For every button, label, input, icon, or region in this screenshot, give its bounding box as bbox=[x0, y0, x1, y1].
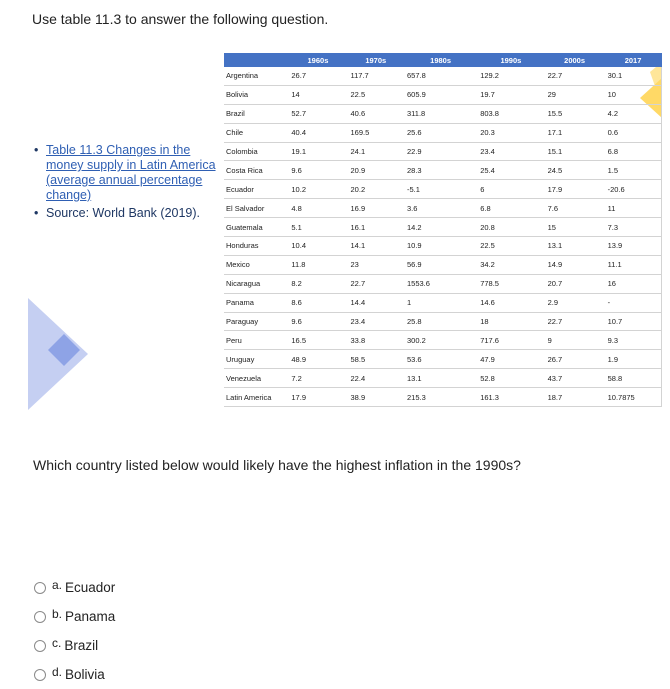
value-cell: 10 bbox=[605, 85, 662, 104]
header-2017: 2017 bbox=[605, 53, 662, 67]
country-cell: Argentina bbox=[224, 67, 288, 85]
table-row bbox=[224, 237, 662, 256]
value-cell: 10.4 bbox=[288, 237, 347, 256]
value-cell: 58.8 bbox=[605, 369, 662, 388]
country-cell: Peru bbox=[224, 331, 288, 350]
value-cell: 8.6 bbox=[288, 293, 347, 312]
value-cell: 52.8 bbox=[477, 369, 544, 388]
table-row bbox=[224, 180, 662, 199]
value-cell: 18 bbox=[477, 312, 544, 331]
value-cell: 52.7 bbox=[288, 104, 347, 123]
value-cell: 5.1 bbox=[288, 218, 347, 237]
value-cell: 33.8 bbox=[348, 331, 404, 350]
value-cell: 23.4 bbox=[477, 142, 544, 161]
table-row bbox=[224, 218, 662, 237]
option-label: Ecuador bbox=[65, 580, 116, 595]
answer-options bbox=[34, 573, 115, 689]
value-cell: 17.1 bbox=[545, 123, 605, 142]
country-cell: Guatemala bbox=[224, 218, 288, 237]
value-cell: 1 bbox=[404, 293, 477, 312]
table-caption-link[interactable]: Table 11.3 Changes in the money supply in Latin America (average annual percentage change) bbox=[46, 143, 216, 202]
table-row bbox=[224, 67, 662, 85]
table-row bbox=[224, 331, 662, 350]
value-cell: 19.7 bbox=[477, 85, 544, 104]
value-cell: 778.5 bbox=[477, 274, 544, 293]
value-cell: 16.5 bbox=[288, 331, 347, 350]
value-cell: 15.1 bbox=[545, 142, 605, 161]
value-cell: 25.8 bbox=[404, 312, 477, 331]
value-cell: 1.5 bbox=[605, 161, 662, 180]
value-cell: 11 bbox=[605, 199, 662, 218]
value-cell: -5.1 bbox=[404, 180, 477, 199]
header-1970s: 1970s bbox=[348, 53, 404, 67]
value-cell: 117.7 bbox=[348, 67, 404, 85]
value-cell: 6 bbox=[477, 180, 544, 199]
value-cell: 14 bbox=[288, 85, 347, 104]
value-cell: 22.4 bbox=[348, 369, 404, 388]
table-row bbox=[224, 312, 662, 331]
value-cell: 25.4 bbox=[477, 161, 544, 180]
value-cell: 14.9 bbox=[545, 255, 605, 274]
value-cell: 19.1 bbox=[288, 142, 347, 161]
option-letter: c. bbox=[52, 635, 62, 650]
value-cell: 161.3 bbox=[477, 388, 544, 407]
value-cell: 4.8 bbox=[288, 199, 347, 218]
option-d[interactable] bbox=[34, 660, 115, 689]
value-cell: 20.3 bbox=[477, 123, 544, 142]
table-row bbox=[224, 350, 662, 369]
value-cell: 7.6 bbox=[545, 199, 605, 218]
value-cell: 169.5 bbox=[348, 123, 404, 142]
option-label: Brazil bbox=[64, 638, 99, 653]
table-caption-bullet bbox=[32, 143, 222, 203]
instruction-text: Use table 11.3 to answer the following question. bbox=[32, 11, 329, 27]
value-cell: 56.9 bbox=[404, 255, 477, 274]
value-cell: 28.3 bbox=[404, 161, 477, 180]
money-supply-table bbox=[224, 53, 662, 407]
value-cell: 22.7 bbox=[545, 312, 605, 331]
value-cell: 30.1 bbox=[605, 67, 662, 85]
table-row bbox=[224, 85, 662, 104]
value-cell: 13.9 bbox=[605, 237, 662, 256]
country-cell: Bolivia bbox=[224, 85, 288, 104]
table-slide-image bbox=[12, 36, 662, 426]
value-cell: 1553.6 bbox=[404, 274, 477, 293]
value-cell: 25.6 bbox=[404, 123, 477, 142]
country-cell: Ecuador bbox=[224, 180, 288, 199]
value-cell: 16.1 bbox=[348, 218, 404, 237]
table-row bbox=[224, 142, 662, 161]
table-row bbox=[224, 123, 662, 142]
value-cell: 22.7 bbox=[545, 67, 605, 85]
value-cell: 9 bbox=[545, 331, 605, 350]
value-cell: 22.5 bbox=[348, 85, 404, 104]
table-body bbox=[224, 67, 662, 407]
country-cell: Latin America bbox=[224, 388, 288, 407]
value-cell: 1.9 bbox=[605, 350, 662, 369]
value-cell: 605.9 bbox=[404, 85, 477, 104]
slide-bullets bbox=[32, 143, 222, 221]
value-cell: 9.3 bbox=[605, 331, 662, 350]
value-cell: 24.5 bbox=[545, 161, 605, 180]
value-cell: 38.9 bbox=[348, 388, 404, 407]
value-cell: 0.6 bbox=[605, 123, 662, 142]
country-cell: Colombia bbox=[224, 142, 288, 161]
value-cell: 10.2 bbox=[288, 180, 347, 199]
radio-button[interactable] bbox=[34, 582, 46, 594]
value-cell: 14.1 bbox=[348, 237, 404, 256]
value-cell: 34.2 bbox=[477, 255, 544, 274]
table-row bbox=[224, 293, 662, 312]
option-c[interactable] bbox=[34, 631, 115, 660]
value-cell: 26.7 bbox=[288, 67, 347, 85]
value-cell: 10.7 bbox=[605, 312, 662, 331]
value-cell: 40.4 bbox=[288, 123, 347, 142]
country-cell: Venezuela bbox=[224, 369, 288, 388]
value-cell: 16 bbox=[605, 274, 662, 293]
value-cell: 22.9 bbox=[404, 142, 477, 161]
value-cell: 803.8 bbox=[477, 104, 544, 123]
value-cell: 40.6 bbox=[348, 104, 404, 123]
value-cell: 16.9 bbox=[348, 199, 404, 218]
table-row bbox=[224, 274, 662, 293]
source-bullet: • Source: World Bank (2019). bbox=[32, 206, 222, 221]
value-cell: 13.1 bbox=[404, 369, 477, 388]
header-corner bbox=[224, 53, 288, 67]
value-cell: 22.7 bbox=[348, 274, 404, 293]
value-cell: -20.6 bbox=[605, 180, 662, 199]
value-cell: 22.5 bbox=[477, 237, 544, 256]
value-cell: 14.2 bbox=[404, 218, 477, 237]
value-cell: 11.1 bbox=[605, 255, 662, 274]
option-letter: b. bbox=[52, 606, 63, 621]
value-cell: 26.7 bbox=[545, 350, 605, 369]
country-cell: El Salvador bbox=[224, 199, 288, 218]
value-cell: 14.4 bbox=[348, 293, 404, 312]
country-cell: Brazil bbox=[224, 104, 288, 123]
radio-button[interactable] bbox=[34, 640, 46, 652]
value-cell: 129.2 bbox=[477, 67, 544, 85]
value-cell: - bbox=[605, 293, 662, 312]
value-cell: 58.5 bbox=[348, 350, 404, 369]
value-cell: 48.9 bbox=[288, 350, 347, 369]
country-cell: Costa Rica bbox=[224, 161, 288, 180]
value-cell: 6.8 bbox=[605, 142, 662, 161]
option-label: Panama bbox=[65, 609, 116, 624]
option-letter: a. bbox=[52, 577, 63, 592]
value-cell: 13.1 bbox=[545, 237, 605, 256]
value-cell: 18.7 bbox=[545, 388, 605, 407]
table-row bbox=[224, 369, 662, 388]
value-cell: 8.2 bbox=[288, 274, 347, 293]
value-cell: 47.9 bbox=[477, 350, 544, 369]
value-cell: 20.2 bbox=[348, 180, 404, 199]
table-row bbox=[224, 199, 662, 218]
country-cell: Chile bbox=[224, 123, 288, 142]
header-1980s: 1980s bbox=[404, 53, 477, 67]
value-cell: 53.6 bbox=[404, 350, 477, 369]
value-cell: 20.7 bbox=[545, 274, 605, 293]
country-cell: Uruguay bbox=[224, 350, 288, 369]
value-cell: 23.4 bbox=[348, 312, 404, 331]
value-cell: 7.3 bbox=[605, 218, 662, 237]
value-cell: 311.8 bbox=[404, 104, 477, 123]
value-cell: 10.7875 bbox=[605, 388, 662, 407]
country-cell: Paraguay bbox=[224, 312, 288, 331]
country-cell: Nicaragua bbox=[224, 274, 288, 293]
value-cell: 215.3 bbox=[404, 388, 477, 407]
option-label: Bolivia bbox=[65, 667, 105, 682]
option-letter: d. bbox=[52, 664, 63, 679]
value-cell: 11.8 bbox=[288, 255, 347, 274]
header-1960s: 1960s bbox=[288, 53, 347, 67]
value-cell: 4.2 bbox=[605, 104, 662, 123]
header-2000s: 2000s bbox=[545, 53, 605, 67]
country-cell: Panama bbox=[224, 293, 288, 312]
value-cell: 17.9 bbox=[288, 388, 347, 407]
table-header-row bbox=[224, 53, 662, 67]
value-cell: 20.9 bbox=[348, 161, 404, 180]
value-cell: 43.7 bbox=[545, 369, 605, 388]
value-cell: 9.6 bbox=[288, 312, 347, 331]
radio-button[interactable] bbox=[34, 669, 46, 681]
table-row bbox=[224, 104, 662, 123]
value-cell: 9.6 bbox=[288, 161, 347, 180]
value-cell: 24.1 bbox=[348, 142, 404, 161]
question-text: Which country listed below would likely have the highest inflation in the 1990s? bbox=[33, 457, 521, 473]
value-cell: 10.9 bbox=[404, 237, 477, 256]
value-cell: 14.6 bbox=[477, 293, 544, 312]
option-a[interactable] bbox=[34, 573, 115, 602]
value-cell: 657.8 bbox=[404, 67, 477, 85]
value-cell: 23 bbox=[348, 255, 404, 274]
country-cell: Honduras bbox=[224, 237, 288, 256]
value-cell: 20.8 bbox=[477, 218, 544, 237]
radio-button[interactable] bbox=[34, 611, 46, 623]
value-cell: 2.9 bbox=[545, 293, 605, 312]
value-cell: 3.6 bbox=[404, 199, 477, 218]
country-cell: Mexico bbox=[224, 255, 288, 274]
table-row bbox=[224, 161, 662, 180]
value-cell: 17.9 bbox=[545, 180, 605, 199]
value-cell: 15.5 bbox=[545, 104, 605, 123]
table-row bbox=[224, 388, 662, 407]
value-cell: 717.6 bbox=[477, 331, 544, 350]
header-1990s: 1990s bbox=[477, 53, 544, 67]
option-b[interactable] bbox=[34, 602, 115, 631]
value-cell: 15 bbox=[545, 218, 605, 237]
table-row bbox=[224, 255, 662, 274]
value-cell: 7.2 bbox=[288, 369, 347, 388]
value-cell: 6.8 bbox=[477, 199, 544, 218]
value-cell: 300.2 bbox=[404, 331, 477, 350]
value-cell: 29 bbox=[545, 85, 605, 104]
